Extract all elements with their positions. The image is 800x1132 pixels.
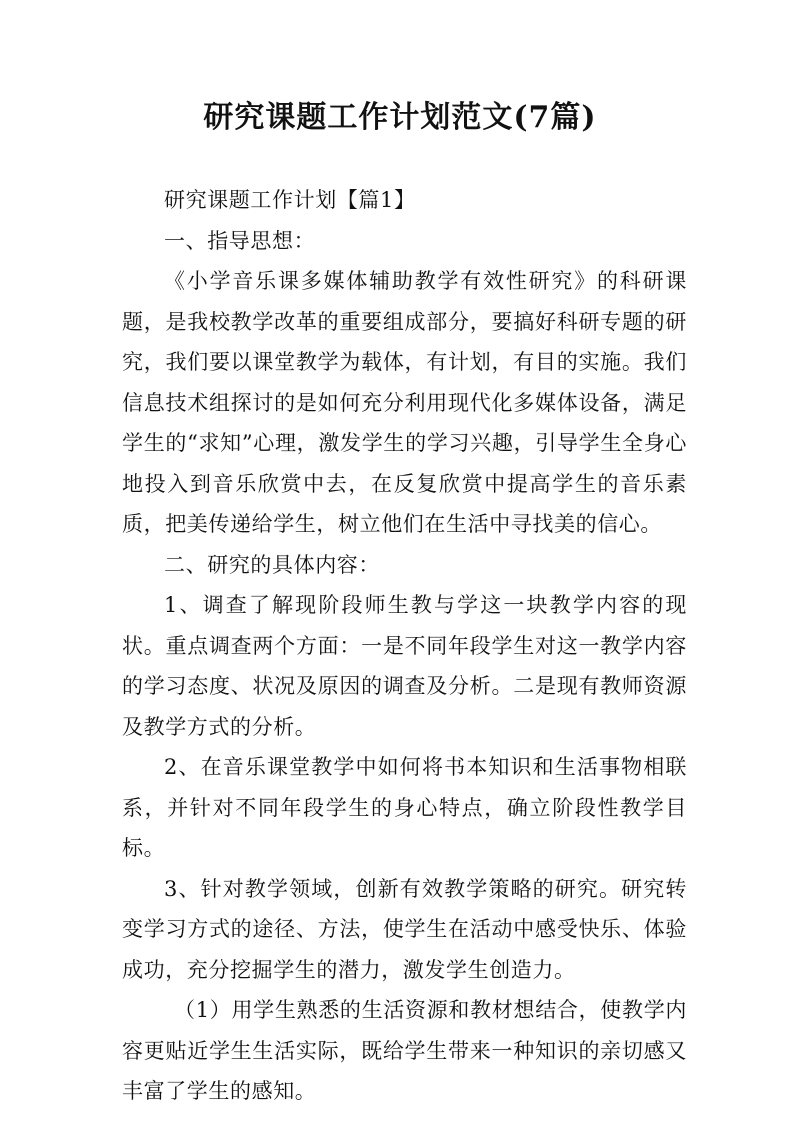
paragraph-research-item-1: 1、调查了解现阶段师生教与学这一块教学内容的现状。重点调查两个方面：一是不同年段学生对这一教学内容的学习态度、状况及原因的调查及分析。二是现有教师资源及教学方式的分析。 (122, 593, 687, 739)
paragraph-sub-item-1: （1）用学生熟悉的生活资源和教材想结合，使教学内容更贴近学生生活实际，既给学生带来一种知识的亲切感又丰富了学生的感知。 (122, 998, 687, 1103)
section-heading-part-1: 研究课题工作计划【篇1】 (164, 188, 416, 212)
paragraph-research-item-2: 2、在音乐课堂教学中如何将书本知识和生活事物相联系，并针对不同年段学生的身心特点，确立阶段性教学目标。 (122, 755, 687, 860)
document-title: 研究课题工作计划范文(7篇) (203, 100, 597, 135)
paragraph-guiding-ideology: 《小学音乐课多媒体辅助教学有效性研究》的科研课题，是我校教学改革的重要组成部分，要搞好科研专题的研究，我们要以课堂教学为载体，有计划，有目的实施。我们信息技术组探讨的是如何充分利用现代化多媒体设备，满足学生的“求知”心理，激发学生的学习兴趣，引导学生全身心地投入到音乐欣赏中去，在反复欣赏中提高学生的音乐素质，把美传递给学生，树立他们在生活中寻找美的信心。 (122, 269, 687, 536)
paragraph-research-item-3: 3、针对教学领域，创新有效教学策略的研究。研究转变学习方式的途径、方法，使学生在活动中感受快乐、体验成功，充分挖掘学生的潜力，激发学生创造力。 (122, 876, 687, 982)
heading-research-content: 二、研究的具体内容： (164, 552, 380, 577)
heading-guiding-ideology: 一、指导思想： (164, 228, 316, 253)
document-body (122, 180, 687, 1112)
